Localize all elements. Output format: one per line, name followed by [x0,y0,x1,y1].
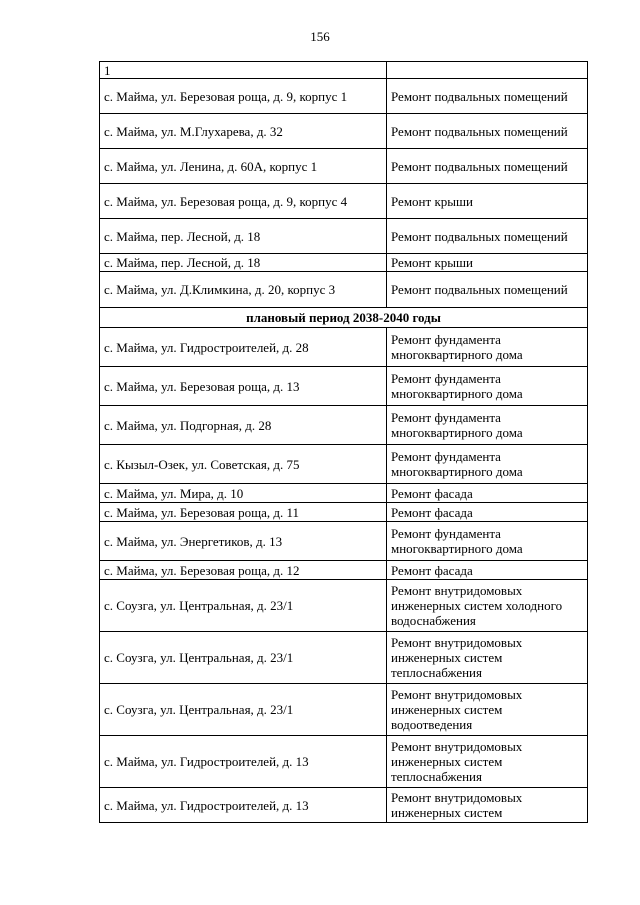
table-row [100,367,588,406]
work-type-cell: Ремонт крыши [387,254,588,272]
work-type-cell: Ремонт фасада [387,561,588,580]
table-row [100,684,588,736]
table-row [100,114,588,149]
table-row [100,736,588,788]
table-row [100,484,588,503]
work-type-cell: Ремонт внутридомовых инженерных систем [387,788,588,823]
address-cell: с. Майма, пер. Лесной, д. 18 [100,219,387,254]
table-row [100,445,588,484]
section-heading-row [100,308,588,328]
work-type-cell: Ремонт фундамента многоквартирного дома [387,328,588,367]
address-cell: с. Майма, ул. Гидростроителей, д. 13 [100,736,387,788]
section-heading: плановый период 2038-2040 годы [100,308,588,328]
work-type-cell: Ремонт подвальных помещений [387,219,588,254]
address-cell: с. Соузга, ул. Центральная, д. 23/1 [100,684,387,736]
table-row [100,328,588,367]
table-row [100,406,588,445]
work-type-cell: Ремонт внутридомовых инженерных систем теплоснабжения [387,632,588,684]
work-type-cell: Ремонт подвальных помещений [387,114,588,149]
table-row [100,561,588,580]
address-cell: с. Майма, ул. Энергетиков, д. 13 [100,522,387,561]
table-row [100,522,588,561]
table-row [100,503,588,522]
table-row [100,580,588,632]
address-cell: с. Майма, ул. Березовая роща, д. 13 [100,367,387,406]
repair-schedule-table [99,61,588,823]
work-type-cell: Ремонт крыши [387,184,588,219]
page-number: 156 [310,29,330,44]
table-row [100,272,588,308]
address-cell: с. Майма, ул. Березовая роща, д. 12 [100,561,387,580]
address-cell: с. Майма, ул. Ленина, д. 60А, корпус 1 [100,149,387,184]
table-row [100,632,588,684]
address-cell: с. Кызыл-Озек, ул. Советская, д. 75 [100,445,387,484]
address-cell: с. Майма, ул. М.Глухарева, д. 32 [100,114,387,149]
table-row [100,219,588,254]
address-cell: с. Майма, ул. Подгорная, д. 28 [100,406,387,445]
address-cell: с. Майма, ул. Д.Климкина, д. 20, корпус 3 [100,272,387,308]
address-cell: с. Майма, ул. Березовая роща, д. 11 [100,503,387,522]
address-cell: с. Майма, ул. Гидростроителей, д. 28 [100,328,387,367]
work-type-cell: Ремонт внутридомовых инженерных систем теплоснабжения [387,736,588,788]
work-type-cell: Ремонт подвальных помещений [387,79,588,114]
address-cell: с. Соузга, ул. Центральная, д. 23/1 [100,580,387,632]
table-row [100,184,588,219]
work-type-cell: Ремонт подвальных помещений [387,272,588,308]
work-type-cell: Ремонт подвальных помещений [387,149,588,184]
work-type-cell: Ремонт фундамента многоквартирного дома [387,522,588,561]
table-row [100,788,588,823]
address-cell: с. Соузга, ул. Центральная, д. 23/1 [100,632,387,684]
address-cell: с. Майма, ул. Гидростроителей, д. 13 [100,788,387,823]
address-cell: с. Майма, ул. Мира, д. 10 [100,484,387,503]
work-type-cell: Ремонт фундамента многоквартирного дома [387,406,588,445]
work-type-cell: Ремонт внутридомовых инженерных систем водоотведения [387,684,588,736]
work-type-cell: Ремонт фундамента многоквартирного дома [387,367,588,406]
address-cell: с. Майма, ул. Березовая роща, д. 9, корпус 1 [100,79,387,114]
work-type-cell: Ремонт фасада [387,484,588,503]
work-type-cell: Ремонт внутридомовых инженерных систем холодного водоснабжения [387,580,588,632]
address-cell: 1 [100,62,387,79]
table-row [100,254,588,272]
work-type-cell [387,62,588,79]
table-row [100,149,588,184]
address-cell: с. Майма, ул. Березовая роща, д. 9, корпус 4 [100,184,387,219]
table-row [100,79,588,114]
work-type-cell: Ремонт фасада [387,503,588,522]
address-cell: с. Майма, пер. Лесной, д. 18 [100,254,387,272]
table-row [100,62,588,79]
work-type-cell: Ремонт фундамента многоквартирного дома [387,445,588,484]
